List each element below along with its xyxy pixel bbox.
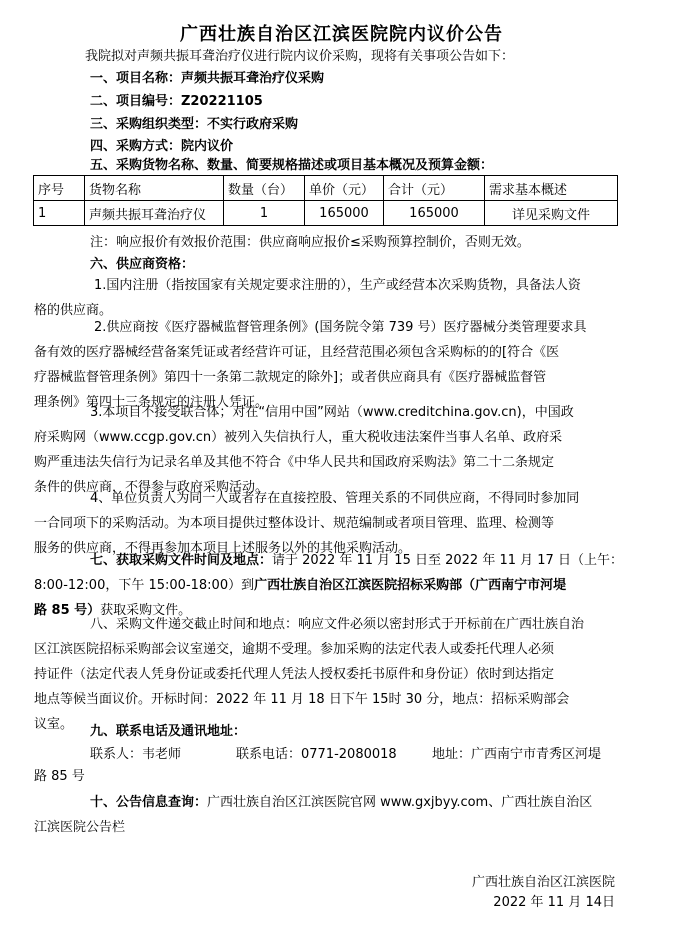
section-goods-budget: 五、采购货物名称、数量、简要规格描述或项目基本概况及预算金额： xyxy=(90,158,494,173)
contact-person: 联系人：韦老师 xyxy=(90,747,182,762)
goods-table xyxy=(33,175,618,226)
section-heading: 七、获取采购文件时间及地点： xyxy=(90,553,273,568)
intro-text: 我院拟对声频共振耳聋治疗仪进行院内议价采购，现将有关事项公告如下： xyxy=(85,49,515,64)
section-heading: 十、公告信息查询： xyxy=(90,795,208,810)
paragraph-line: 地点等候当面议价。开标时间：2022 年 11 月 18 日下午 15时 30 分，地点：招标采购部会 xyxy=(34,692,570,707)
paragraph-line: 格的供应商。 xyxy=(34,303,113,318)
paragraph-line: 2.供应商按《医疗器械监督管理条例》(国务院令第 739 号）医疗器械分类管理要求具 xyxy=(94,320,587,335)
paragraph-line: 备有效的医疗器械经营备案凭证或者经营许可证，且经营范围必须包含采购标的的[符合《医 xyxy=(34,345,560,360)
table-cell: 详见采购文件 xyxy=(485,201,618,226)
section-project-number: 二、项目编号：Z20221105 xyxy=(90,94,263,109)
contact-address: 地址：广西南宁市青秀区河堤 xyxy=(432,747,602,762)
table-row xyxy=(34,201,618,226)
table-header-cell: 货物名称 xyxy=(85,176,224,201)
table-cell: 165000 xyxy=(305,201,384,226)
signature-date: 2022 年 11 月 14日 xyxy=(493,895,615,910)
paragraph-line: 理条例》第四十三条规定的注册人凭证。 xyxy=(34,395,269,410)
section-procurement-method: 四、采购方式：院内议价 xyxy=(90,139,234,154)
paragraph-line: 一合同项下的采购活动。为本项目提供过整体设计、规范编制或者项目管理、监理、检测等 xyxy=(34,516,555,531)
section-organization-type: 三、采购组织类型：不实行政府采购 xyxy=(90,117,299,132)
table-header-cell: 单价（元） xyxy=(305,176,384,201)
paragraph-line: 广西壮族自治区江滨医院招标采购部（广西南宁市河堤 xyxy=(254,578,567,593)
paragraph-line: 路 85 号） xyxy=(34,603,101,618)
section-project-name: 一、项目名称：声频共振耳聋治疗仪采购 xyxy=(90,71,325,86)
paragraph-line: 4、单位负责人为同一人或者存在直接控股、管理关系的不同供应商，不得同时参加同 xyxy=(90,491,580,506)
paragraph-line: 持证件（法定代表人凭身份证或委托代理人凭法人授权委托书原件和身份证）依时到达指定 xyxy=(34,667,555,682)
table-header-cell: 合计（元） xyxy=(384,176,485,201)
table-header-row xyxy=(34,176,618,201)
paragraph-line: 疗器械监督管理条例》第四十一条第二款规定的除外]；或者供应商具有《医疗器械监督管 xyxy=(34,370,547,385)
table-cell: 声频共振耳聋治疗仪 xyxy=(85,201,224,226)
paragraph-line: 购严重违法失信行为记录名单及其他不符合《中华人民共和国政府采购法》第二十二条规定 xyxy=(34,455,555,470)
page-title: 广西壮族自治区江滨医院院内议价公告 xyxy=(180,24,503,45)
paragraph-line: 获取采购文件。 xyxy=(100,603,192,618)
price-note: 注：响应报价有效报价范围：供应商响应报价≤采购预算控制价，否则无效。 xyxy=(90,235,530,250)
paragraph-line: 府采购网（www.ccgp.gov.cn）被列入失信执行人，重大税收违法案件当事人名单、政府采 xyxy=(34,430,563,445)
paragraph-line: 条件的供应商，不得参与政府采购活动。 xyxy=(34,480,269,495)
section-supplier-qualification: 六、供应商资格： xyxy=(90,257,195,272)
paragraph-line: 3.本项目不接受联合体；对在“信用中国”网站（www.creditchina.gov.cn)，中国政 xyxy=(90,405,574,420)
paragraph-line: 议室。 xyxy=(34,717,74,732)
paragraph-line: 广西壮族自治区江滨医院官网 www.gxjbyy.com、广西壮族自治区 xyxy=(207,795,593,810)
table-header-cell: 数量（台） xyxy=(224,176,305,201)
table-header-cell: 序号 xyxy=(34,176,85,201)
table-cell: 1 xyxy=(34,201,85,226)
paragraph-line: 八、采购文件递交截止时间和地点：响应文件必须以密封形式于开标前在广西壮族自治 xyxy=(90,617,585,632)
section-contact: 九、联系电话及通讯地址： xyxy=(90,724,247,739)
paragraph-line: 江滨医院公告栏 xyxy=(34,820,126,835)
contact-phone: 联系电话：0771-2080018 xyxy=(236,747,397,762)
section-submission-deadline xyxy=(34,612,630,737)
section-info-query xyxy=(34,790,630,840)
contact-address-continued: 路 85 号 xyxy=(34,769,85,784)
table-cell: 165000 xyxy=(384,201,485,226)
paragraph-line: 服务的供应商，不得再参加本项目上述服务以外的其他采购活动。 xyxy=(34,541,412,556)
table-cell: 1 xyxy=(224,201,305,226)
paragraph-line: 区江滨医院招标采购部会议室递交，逾期不受理。参加采购的法定代表人或委托代理人必须 xyxy=(34,642,555,657)
paragraph-line: 请于 2022 年 11 月 15 日至 2022 年 11 月 17 日（上午： xyxy=(272,553,623,568)
qualification-3 xyxy=(34,400,630,500)
paragraph-line: 8:00-12:00，下午 15:00-18:00）到 xyxy=(34,578,255,593)
signature-organization: 广西壮族自治区江滨医院 xyxy=(471,875,615,890)
paragraph-line: 1.国内注册（指按国家有关规定要求注册的），生产或经营本次采购货物，具备法人资 xyxy=(94,278,581,293)
table-header-cell: 需求基本概述 xyxy=(485,176,618,201)
